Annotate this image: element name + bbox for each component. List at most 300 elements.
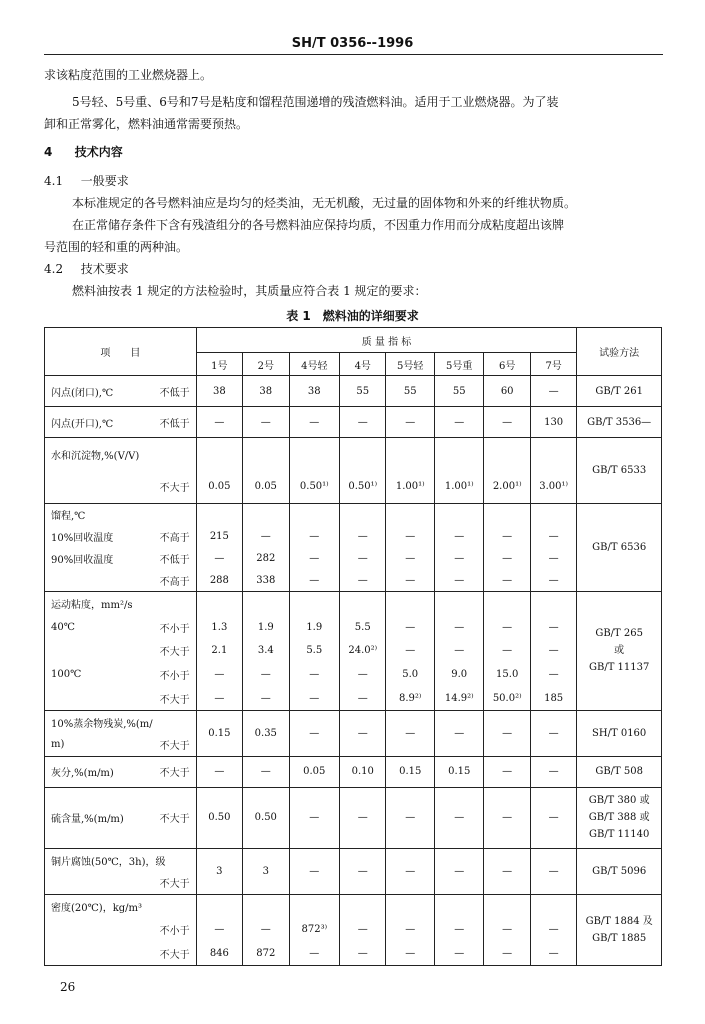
test-method: GB/T 261: [595, 385, 643, 397]
value-cell-grade-1: [196, 894, 242, 965]
value-cell-grade-2: [243, 438, 289, 504]
value-cell-grade-6: [484, 504, 530, 592]
value-text: —: [548, 727, 559, 739]
value-cell-grade-4-light: [289, 756, 340, 787]
test-method: GB/T 6533: [592, 465, 647, 476]
item-label: m): [51, 739, 65, 751]
grade-header-4-light: 4号轻: [289, 353, 340, 376]
fuel-oil-spec-table: [44, 327, 662, 966]
value-text: —: [454, 924, 465, 936]
limit-qualifier: 不大于: [159, 949, 190, 961]
value-text: 8.9²⁾: [399, 692, 422, 704]
limit-qualifier: 不大于: [159, 694, 190, 706]
limit-qualifier: 不大于: [159, 741, 190, 753]
test-method-cell: [577, 848, 662, 894]
value-cell-grade-2: [243, 848, 289, 894]
value-text: [437, 895, 482, 918]
value-cell-grade-2: [243, 407, 289, 438]
value-text: —: [405, 552, 416, 564]
value-text: —: [548, 645, 559, 657]
value-text: [292, 895, 338, 918]
value-cell-grade-1: [196, 710, 242, 756]
value-text: 14.9²⁾: [444, 692, 474, 704]
value-text: [292, 592, 338, 616]
table-row: [45, 376, 662, 407]
value-text: —: [454, 552, 465, 564]
test-method-cell: [577, 756, 662, 787]
test-method-cell: [577, 376, 662, 407]
standard-header: SH/T 0356--1996: [291, 36, 414, 51]
value-text: —: [309, 692, 320, 704]
value-cell-grade-5-heavy: [434, 848, 484, 894]
value-text: —: [309, 947, 320, 959]
value-text: —: [548, 865, 559, 877]
value-cell-grade-7: [530, 894, 576, 965]
value-cell-grade-4-light: [289, 710, 340, 756]
value-text: [388, 895, 431, 918]
value-text: 0.50: [254, 812, 277, 824]
method-header: 试验方法: [577, 328, 662, 376]
value-text: —: [214, 552, 225, 564]
value-text: 1.00¹⁾: [395, 481, 425, 493]
value-text: 0.05: [303, 766, 326, 778]
value-cell-grade-2: [243, 592, 289, 711]
test-method: GB/T 380 或: [588, 795, 650, 807]
section-4-1-title: 一般要求: [80, 174, 129, 188]
value-cell-grade-2: [243, 756, 289, 787]
value-cell-grade-5-heavy: [434, 504, 484, 592]
value-text: [342, 895, 383, 918]
value-text: 9.0: [451, 669, 468, 681]
item-label: 铜片腐蚀(50℃，3h)，级: [51, 856, 166, 868]
value-text: —: [502, 574, 513, 586]
test-method-cell: [577, 504, 662, 592]
value-text: —: [405, 727, 416, 739]
value-cell-grade-1: [196, 407, 242, 438]
grade-header-7: 7号: [530, 353, 576, 376]
value-cell-grade-1: [196, 848, 242, 894]
value-text: 50.0²⁾: [492, 692, 522, 704]
value-cell-grade-5-light: [386, 438, 434, 504]
value-text: 2.00¹⁾: [492, 481, 522, 493]
value-cell-grade-6: [484, 710, 530, 756]
value-cell-grade-5-heavy: [434, 376, 484, 407]
value-cell-grade-4-light: [289, 504, 340, 592]
value-cell-grade-2: [243, 504, 289, 592]
item-label: 40℃: [51, 621, 75, 633]
value-text: —: [454, 865, 465, 877]
value-text: —: [405, 924, 416, 936]
value-cell-grade-6: [484, 376, 530, 407]
value-text: —: [502, 621, 513, 633]
table-row: [45, 504, 662, 592]
value-text: [245, 592, 286, 616]
table-caption: 表 1 燃料油的详细要求: [286, 309, 419, 323]
value-text: —: [548, 621, 559, 633]
value-text: [199, 592, 240, 616]
value-cell-grade-7: [530, 848, 576, 894]
value-cell-grade-2: [243, 894, 289, 965]
value-text: 5.0: [402, 669, 419, 681]
item-cell: [45, 787, 197, 848]
section-4-heading: [44, 145, 123, 159]
test-method-cell: [577, 592, 662, 711]
value-text: 3.00¹⁾: [539, 481, 568, 493]
value-text: —: [260, 531, 271, 543]
test-method: GB/T 508: [595, 766, 643, 778]
value-text: —: [357, 947, 368, 959]
value-text: —: [405, 812, 416, 824]
value-cell-grade-5-light: [386, 894, 434, 965]
value-text: —: [214, 669, 225, 681]
value-text: —: [548, 947, 559, 959]
value-text: —: [214, 766, 225, 778]
value-text: —: [548, 669, 559, 681]
value-text: —: [405, 645, 416, 657]
value-cell-grade-5-heavy: [434, 894, 484, 965]
value-cell-grade-6: [484, 787, 530, 848]
value-text: —: [454, 812, 465, 824]
value-text: —: [502, 947, 513, 959]
value-text: 24.0²⁾: [348, 645, 378, 657]
value-text: 15.0: [496, 669, 519, 681]
value-text: [292, 504, 338, 526]
value-text: —: [405, 531, 416, 543]
item-label: 水和沉淀物,%(V/V): [51, 450, 140, 462]
table-row: [45, 710, 662, 756]
value-text: 0.15: [399, 766, 422, 778]
limit-qualifier: 不大于: [159, 483, 190, 495]
value-cell-grade-2: [243, 787, 289, 848]
value-text: [437, 592, 482, 616]
value-cell-grade-5-light: [386, 376, 434, 407]
value-cell-grade-7: [530, 710, 576, 756]
grade-header-1: 1号: [196, 353, 242, 376]
quality-group-header: 质 量 指 标: [196, 328, 577, 353]
value-text: —: [405, 621, 416, 633]
value-text: [245, 438, 286, 471]
value-cell-grade-6: [484, 756, 530, 787]
value-text: [437, 438, 482, 471]
value-text: —: [405, 416, 416, 428]
value-cell-grade-2: [243, 376, 289, 407]
section-4-1-number: 4.1: [44, 174, 64, 188]
limit-qualifier: 不高于: [159, 533, 190, 545]
value-cell-grade-1: [196, 504, 242, 592]
value-text: —: [357, 552, 368, 564]
value-cell-grade-4-light: [289, 848, 340, 894]
value-text: 130: [544, 416, 564, 428]
limit-qualifier: 不大于: [159, 814, 190, 826]
value-text: —: [548, 766, 559, 778]
value-text: —: [405, 865, 416, 877]
grade-header-5-light: 5号轻: [386, 353, 434, 376]
value-text: —: [214, 416, 225, 428]
value-cell-grade-7: [530, 438, 576, 504]
section-4-2-line-1: 燃料油按表 1 规定的方法检验时，其质量应符合表 1 规定的要求：: [72, 284, 427, 298]
value-text: —: [260, 924, 271, 936]
value-cell-grade-1: [196, 592, 242, 711]
item-label: 运动粘度，mm²/s: [51, 600, 133, 612]
value-text: 2.1: [211, 645, 228, 657]
value-text: —: [454, 416, 465, 428]
value-cell-grade-7: [530, 504, 576, 592]
value-text: 0.05: [254, 481, 277, 493]
value-text: 3.4: [257, 645, 274, 657]
test-method: GB/T 5096: [592, 865, 647, 877]
value-cell-grade-4-light: [289, 894, 340, 965]
value-text: 38: [259, 385, 273, 397]
item-header: 项 目: [45, 328, 197, 376]
value-text: 5.5: [306, 645, 323, 657]
value-cell-grade-1: [196, 787, 242, 848]
value-text: [388, 504, 431, 526]
value-text: 872: [256, 947, 276, 959]
value-text: —: [454, 727, 465, 739]
test-method: 或: [614, 645, 625, 657]
value-text: 1.9: [257, 621, 274, 633]
value-cell-grade-7: [530, 376, 576, 407]
value-text: 55: [356, 385, 370, 397]
value-cell-grade-4: [340, 376, 386, 407]
value-text: 282: [256, 552, 276, 564]
section-4-1-line-2: 在正常储存条件下含有残渣组分的各号燃料油应保持均质，不因重力作用而分成粘度超出该牌: [72, 218, 565, 232]
table-row: [45, 438, 662, 504]
item-cell: [45, 756, 197, 787]
value-text: —: [502, 865, 513, 877]
item-cell: [45, 848, 197, 894]
section-4-title: 技术内容: [74, 145, 123, 159]
value-cell-grade-6: [484, 592, 530, 711]
limit-qualifier: 不小于: [159, 671, 190, 683]
value-text: —: [454, 645, 465, 657]
section-4-2-title: 技术要求: [80, 262, 129, 276]
item-label: 灰分,%(m/m): [51, 768, 114, 780]
item-label: 100℃: [51, 669, 82, 681]
value-text: —: [309, 727, 320, 739]
value-text: —: [502, 552, 513, 564]
value-text: [486, 504, 527, 526]
value-text: —: [309, 574, 320, 586]
section-4-1-line-1: 本标准规定的各号燃料油应是均匀的烃类油，无无机酸，无过量的固体物和外来的纤维状物质。: [72, 196, 577, 210]
value-text: 0.50¹⁾: [299, 481, 329, 493]
value-cell-grade-4-light: [289, 376, 340, 407]
section-4-1-line-3: 号范围的轻和重的两种油。: [44, 240, 189, 254]
test-method-cell: [577, 438, 662, 504]
limit-qualifier: 不小于: [159, 926, 190, 938]
item-label: 硫含量,%(m/m): [51, 814, 124, 826]
value-text: —: [309, 865, 320, 877]
limit-qualifier: 不低于: [159, 387, 190, 399]
value-cell-grade-5-light: [386, 504, 434, 592]
value-text: —: [548, 924, 559, 936]
value-cell-grade-4: [340, 504, 386, 592]
value-text: —: [454, 531, 465, 543]
table-row: [45, 756, 662, 787]
value-text: 0.05: [208, 481, 231, 493]
value-text: —: [454, 947, 465, 959]
value-text: —: [548, 812, 559, 824]
intro-line-1: 求该粘度范围的工业燃烧器上。: [44, 68, 213, 82]
value-cell-grade-5-heavy: [434, 756, 484, 787]
value-cell-grade-4: [340, 407, 386, 438]
value-text: —: [405, 947, 416, 959]
value-cell-grade-7: [530, 787, 576, 848]
grade-header-6: 6号: [484, 353, 530, 376]
value-cell-grade-6: [484, 438, 530, 504]
value-text: —: [214, 924, 225, 936]
value-text: [342, 592, 383, 616]
value-text: 0.50: [208, 812, 231, 824]
grade-header-5-heavy: 5号重: [434, 353, 484, 376]
item-label: 馏程,℃: [51, 511, 86, 523]
intro-line-2: 5号轻、5号重、6号和7号是粘度和馏程范围递增的残渣燃料油。适用于工业燃烧器。为了装: [72, 95, 559, 109]
value-text: —: [502, 812, 513, 824]
value-text: —: [357, 812, 368, 824]
value-text: 185: [544, 692, 564, 704]
value-cell-grade-7: [530, 407, 576, 438]
value-cell-grade-1: [196, 438, 242, 504]
value-cell-grade-5-heavy: [434, 407, 484, 438]
value-cell-grade-5-heavy: [434, 710, 484, 756]
value-text: [437, 504, 482, 526]
value-cell-grade-4-light: [289, 438, 340, 504]
value-text: [199, 504, 240, 526]
value-cell-grade-4-light: [289, 407, 340, 438]
value-cell-grade-5-light: [386, 592, 434, 711]
value-cell-grade-2: [243, 710, 289, 756]
test-method: SH/T 0160: [592, 727, 647, 739]
value-text: —: [548, 552, 559, 564]
value-text: —: [214, 692, 225, 704]
limit-qualifier: 不大于: [159, 768, 190, 780]
item-label: 10%回收温度: [51, 533, 114, 545]
value-cell-grade-6: [484, 848, 530, 894]
item-label: 90%回收温度: [51, 554, 114, 566]
value-text: —: [260, 692, 271, 704]
value-text: —: [260, 416, 271, 428]
table-row: [45, 787, 662, 848]
value-text: 0.35: [254, 727, 277, 739]
value-text: [245, 895, 286, 918]
test-method: GB/T 6536: [592, 542, 647, 553]
table-row: [45, 894, 662, 965]
value-text: [486, 895, 527, 918]
page-number: 26: [60, 980, 76, 994]
value-cell-grade-5-light: [386, 848, 434, 894]
limit-qualifier: 不大于: [159, 647, 190, 659]
value-cell-grade-7: [530, 756, 576, 787]
value-text: 5.5: [354, 621, 371, 633]
value-text: 55: [452, 385, 466, 397]
limit-qualifier: 不大于: [159, 879, 190, 891]
value-text: [388, 438, 431, 471]
test-method: GB/T 1884 及: [585, 915, 653, 927]
value-cell-grade-5-heavy: [434, 787, 484, 848]
value-cell-grade-5-light: [386, 756, 434, 787]
section-4-1-heading: [44, 174, 129, 188]
value-text: —: [357, 924, 368, 936]
value-text: 1.00¹⁾: [444, 481, 474, 493]
value-cell-grade-5-light: [386, 787, 434, 848]
value-text: —: [548, 574, 559, 586]
value-text: —: [454, 621, 465, 633]
value-text: 0.10: [351, 766, 374, 778]
table-row: [45, 407, 662, 438]
value-text: —: [548, 531, 559, 543]
limit-qualifier: 不高于: [159, 576, 190, 588]
value-cell-grade-5-light: [386, 407, 434, 438]
limit-qualifier: 不低于: [159, 554, 190, 566]
value-text: 288: [209, 574, 229, 586]
item-label: 闪点(开口),℃: [51, 418, 114, 430]
value-text: 0.50¹⁾: [348, 481, 378, 493]
value-text: 38: [213, 385, 226, 397]
section-4-number: 4: [44, 145, 53, 159]
value-text: [388, 592, 431, 616]
value-text: 0.15: [448, 766, 471, 778]
value-text: [245, 504, 286, 526]
value-cell-grade-5-heavy: [434, 592, 484, 711]
value-text: —: [502, 924, 513, 936]
value-text: 60: [500, 385, 514, 397]
value-text: —: [357, 416, 368, 428]
value-text: —: [357, 574, 368, 586]
value-text: —: [454, 574, 465, 586]
value-cell-grade-4: [340, 438, 386, 504]
test-method: GB/T 3536—: [587, 416, 652, 428]
test-method: GB/T 265: [595, 628, 643, 640]
value-cell-grade-7: [530, 592, 576, 711]
test-method: GB/T 11140: [588, 829, 650, 841]
value-text: [533, 438, 574, 471]
value-cell-grade-4: [340, 592, 386, 711]
value-text: —: [309, 531, 320, 543]
value-text: [292, 438, 338, 471]
value-text: 215: [209, 531, 229, 543]
value-cell-grade-6: [484, 894, 530, 965]
table-row: [45, 848, 662, 894]
value-cell-grade-4: [340, 756, 386, 787]
value-text: [342, 504, 383, 526]
value-text: —: [502, 727, 513, 739]
value-cell-grade-1: [196, 376, 242, 407]
value-text: [486, 438, 527, 471]
value-text: [486, 592, 527, 616]
value-text: —: [502, 416, 513, 428]
value-text: 0.15: [208, 727, 231, 739]
test-method-cell: [577, 787, 662, 848]
value-text: [533, 592, 574, 616]
value-text: —: [309, 416, 320, 428]
value-cell-grade-5-heavy: [434, 438, 484, 504]
value-text: —: [309, 812, 320, 824]
limit-qualifier: 不小于: [159, 623, 190, 635]
value-cell-grade-4-light: [289, 592, 340, 711]
value-text: —: [309, 552, 320, 564]
value-text: 1.9: [306, 621, 323, 633]
grade-header-2: 2号: [243, 353, 289, 376]
value-cell-grade-4: [340, 894, 386, 965]
item-cell: [45, 407, 197, 438]
test-method-cell: [577, 407, 662, 438]
grade-header-4: 4号: [340, 353, 386, 376]
value-text: —: [357, 865, 368, 877]
header-rule: [44, 54, 663, 55]
value-text: —: [548, 385, 559, 397]
value-text: —: [357, 531, 368, 543]
section-4-2-heading: [44, 262, 129, 276]
